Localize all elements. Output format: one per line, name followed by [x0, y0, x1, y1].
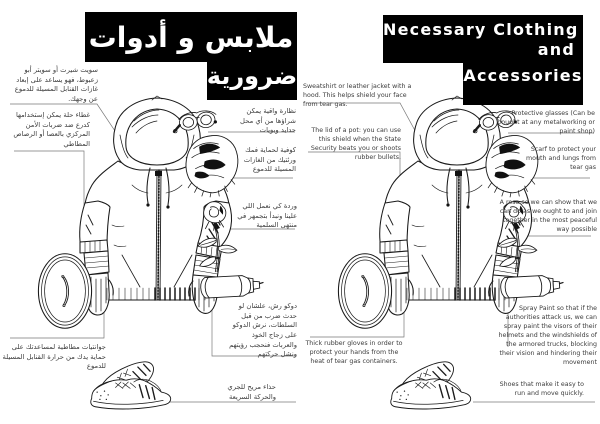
label-sweatshirt: Sweatshirt or leather jacket with a hood. This helps shield your face from tear gas.: [303, 83, 412, 108]
label-shoes: حذاء مريح للجري والحركة السريعة: [227, 383, 276, 401]
label-scarf: Scarf to protect your mouth and lungs from tear gas: [526, 146, 596, 171]
arabic-title-banner-line2: [207, 62, 297, 100]
english-title-line2: and: [537, 40, 575, 59]
pot-lid-illustration: [36, 252, 94, 330]
label-spray-paint: Spray Paint so that if the authorities attack us, we can spray paint the visors of their helmets and the windshields of the armored trucks, blocking their vision and hindering their movement: [498, 305, 597, 366]
arabic-title-banner: [85, 12, 297, 62]
label-shoes: Shoes that make it easy to run and move quickly.: [499, 381, 584, 397]
label-sweatshirt: سويت شيرت أو سويتر أبو زعبوط، فهو يساعد على إبعاد غازات القنابل المسيلة للدموع عن وجهك.: [14, 66, 98, 103]
spray-can-illustration: [198, 270, 264, 302]
label-scarf: كوفية لحماية فمك ورئتيك من الغازات المسيلة للدموع: [243, 146, 296, 174]
pot-lid-illustration: [336, 252, 394, 330]
spray-can-illustration: [498, 270, 564, 302]
arabic-title-line1: ملابس و أدوات: [88, 20, 294, 54]
label-rose: A rose so we can show that we can do as we ought to and join together in the most peaceful way possible: [499, 199, 597, 233]
label-pot-lid: The lid of a pot: you can use this shield when the State Security beats you or shoots rubber bullets.: [310, 127, 401, 161]
label-gloves: جوانتيات مطاطية لمساعدتك على حماية يدك من حرارة القنابل المسيلة للدموع: [2, 343, 106, 371]
label-gloves: Thick rubber gloves in order to protect your hands from the heat of tear gas containers.: [305, 340, 403, 365]
label-spray-paint: دوكو رش، علشان لو حدث ضرب من قبل السلطات، نرش الدوكو على زجاج الخوذ والعربات فنحجب رؤيتهم ونشل حركتهم: [229, 302, 297, 359]
label-glasses: نظارة واقية يمكن شراؤها من أي محل حدايد وبويات: [240, 107, 296, 135]
english-title-banner-line3: [463, 63, 583, 105]
label-rose: وردة كي نعمل اللي علينا ونبدأ بتجمهر في منتهى السلمية: [237, 202, 297, 230]
label-pot-lid: غطاء حلة يمكن إستخدامها كدرع ضد ضربات الأمن المركزي بالعصا أو الرصاص المطاطي: [13, 111, 90, 148]
english-title-banner: [383, 15, 583, 63]
english-title-line1: Necessary Clothing: [383, 20, 579, 39]
label-glasses: Protective glasses (Can be bought at any metalworking or paint shop): [497, 110, 595, 135]
arabic-title-line2: ضرورية: [206, 62, 298, 90]
english-title-line3: Accessories: [463, 66, 583, 85]
english-panel: [300, 0, 600, 424]
